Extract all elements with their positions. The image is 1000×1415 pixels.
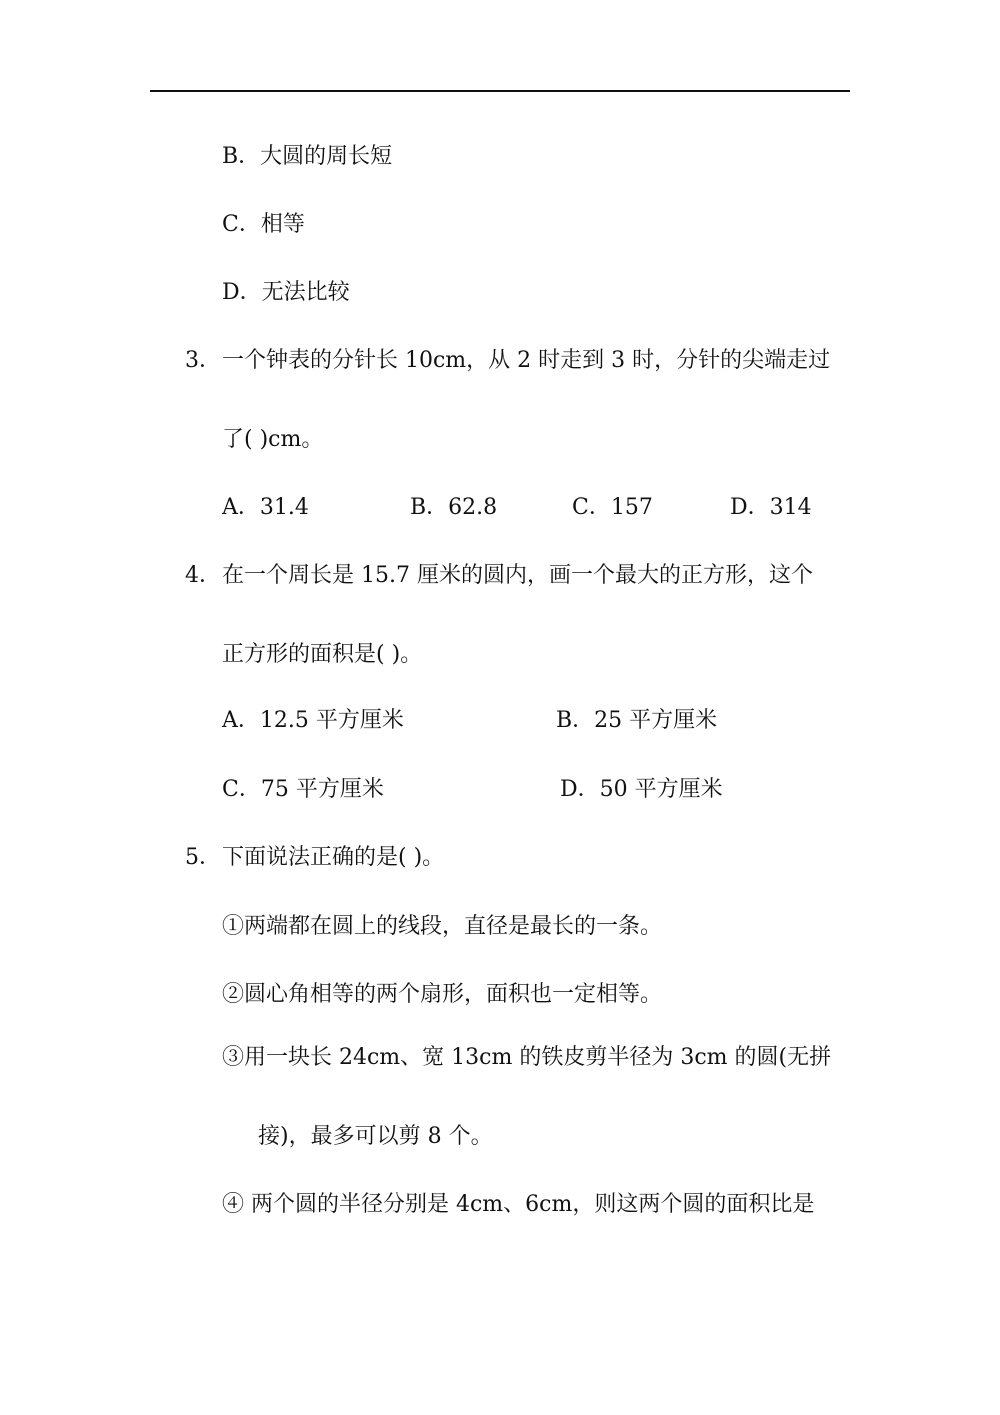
q5-statement-3-line2: 接)，最多可以剪 8 个。: [258, 1124, 493, 1149]
q3-stem-line1: [185, 346, 830, 376]
q4-option-a: A．12.5 平方厘米: [222, 708, 404, 733]
q3-option-a: A．31.4: [222, 495, 309, 520]
q2-option-b: B．大圆的周长短: [222, 144, 393, 169]
q5-statement-3-line1: ③用一块长 24cm、宽 13cm 的铁皮剪半径为 3cm 的圆(无拼: [222, 1045, 832, 1070]
q3-option-d: D．314: [730, 495, 812, 520]
q4-stem-line2: 正方形的面积是( )。: [222, 642, 423, 667]
q4-option-b: B．25 平方厘米: [556, 708, 718, 733]
q3-text-line1: 一个钟表的分针长 10cm，从 2 时走到 3 时，分针的尖端走过: [222, 348, 831, 373]
q4-option-d: D．50 平方厘米: [560, 777, 723, 802]
q5-statement-1: ①两端都在圆上的线段，直径是最长的一条。: [222, 914, 663, 939]
q2-option-d: D．无法比较: [222, 280, 350, 305]
q4-text-line1: 在一个周长是 15.7 厘米的圆内，画一个最大的正方形，这个: [222, 563, 813, 588]
q5-number: 5．: [185, 845, 221, 870]
q3-option-c: C．157: [572, 495, 653, 520]
q5-stem: [185, 843, 444, 873]
q4-stem-line1: [185, 561, 813, 591]
q2-option-c: C．相等: [222, 212, 305, 237]
q3-number: 3．: [185, 348, 221, 373]
q4-option-c: C．75 平方厘米: [222, 777, 384, 802]
q3-stem-line2: 了( )cm。: [222, 427, 324, 452]
q5-statement-4: ④ 两个圆的半径分别是 4cm、6cm，则这两个圆的面积比是: [222, 1192, 815, 1217]
q4-number: 4．: [185, 563, 221, 588]
q5-statement-2: ②圆心角相等的两个扇形，面积也一定相等。: [222, 982, 663, 1007]
q3-option-b: B．62.8: [410, 495, 498, 520]
q5-text: 下面说法正确的是( )。: [222, 845, 445, 870]
header-rule: [150, 90, 850, 92]
